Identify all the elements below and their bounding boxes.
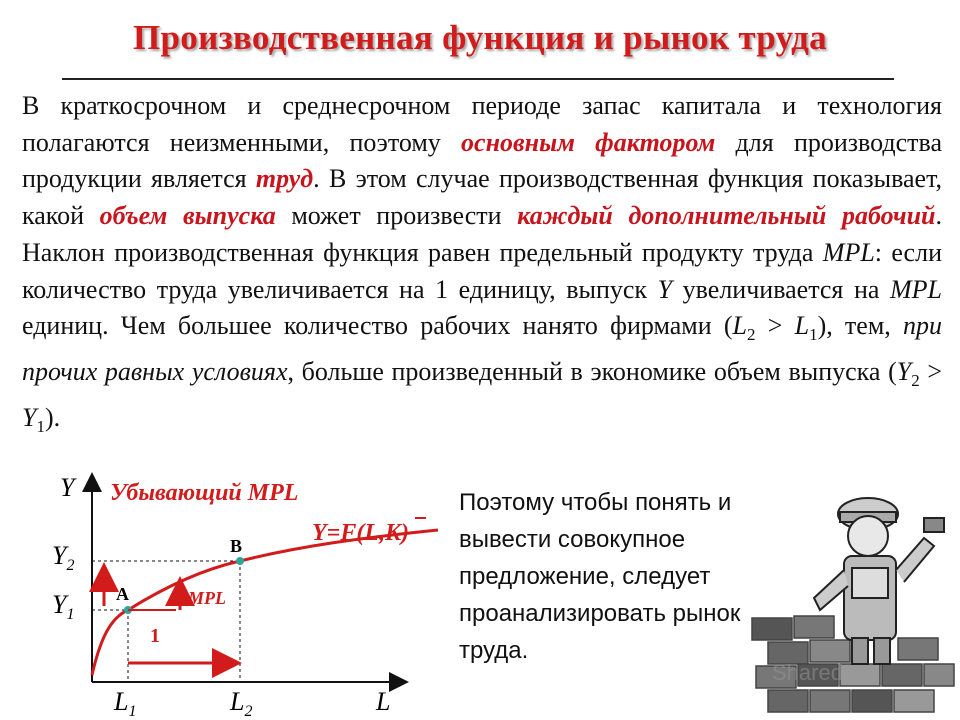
x-axis-label: L: [376, 687, 391, 716]
l2-label: $L_2$: [230, 687, 253, 720]
point-b-label: B: [230, 536, 243, 556]
text-run: MPL: [890, 274, 942, 304]
text-run: единиц. Чем большее количество рабочих нанято фирмами (: [22, 311, 733, 341]
y-axis-label: Y: [60, 473, 75, 502]
production-curve: [92, 530, 438, 675]
y1-label: $Y_1$: [52, 590, 75, 623]
title-divider: [62, 78, 894, 80]
l1-label: $L_1$: [114, 687, 137, 720]
function-label: Y=F(L,K): [312, 520, 409, 546]
text-run: Y: [22, 403, 37, 432]
subscript: 2: [747, 325, 756, 345]
side-note: Поэтому чтобы понять и вывести совокупное предложение, следует проанализировать рынок труда.: [459, 489, 741, 664]
text-run: В краткосрочном и среднесрочном периоде запас капитала и технология полагаются неизменными, поэтому: [22, 91, 942, 157]
subscript: 1: [36, 417, 45, 437]
text-run: для производства продукции является: [22, 127, 942, 194]
highlight-term: объем выпуска: [99, 201, 276, 231]
mpl-label: MPL: [188, 588, 226, 608]
text-run: ), тем,: [817, 311, 903, 341]
text-run: увеличивается на: [672, 274, 890, 304]
text-run: MPL: [822, 237, 875, 267]
point-b-marker: [236, 557, 244, 565]
text-run: Y: [896, 357, 912, 387]
one-label: 1: [150, 625, 160, 647]
watermark: Shared: [772, 660, 843, 685]
text-run: L: [732, 311, 747, 341]
production-function-chart: [40, 470, 460, 720]
main-paragraph: [22, 88, 942, 446]
text-run: , больше произведенный в экономике объем выпуска (: [287, 357, 897, 387]
highlight-term: каждый дополнительный рабочий: [517, 201, 936, 231]
highlight-term: основным фактором: [461, 127, 716, 157]
text-run: Y: [657, 274, 673, 304]
point-a-label: A: [116, 584, 129, 604]
text-run: >: [919, 357, 943, 387]
slide-title: Производственная функция и рынок труда: [133, 18, 827, 57]
subscript: 2: [911, 371, 920, 391]
text-run: >: [755, 311, 795, 341]
text-run: . В этом случае производственная функция показывает, какой: [22, 164, 943, 231]
y2-label: $Y_2$: [52, 541, 75, 574]
text-run: может произвести: [275, 201, 518, 231]
chart-heading: Убывающий MPL: [110, 480, 299, 506]
text-run: при прочих равных условиях: [22, 311, 942, 387]
text-run: ).: [44, 403, 61, 432]
highlight-term: труд: [255, 164, 314, 194]
subscript: 1: [809, 325, 818, 345]
text-run: L: [794, 311, 810, 341]
text-run: : если количество труда увеличивается на 1 единицу, выпуск: [22, 237, 942, 304]
text-run: . Наклон производственная функция равен предельный продукту труда: [22, 201, 943, 267]
